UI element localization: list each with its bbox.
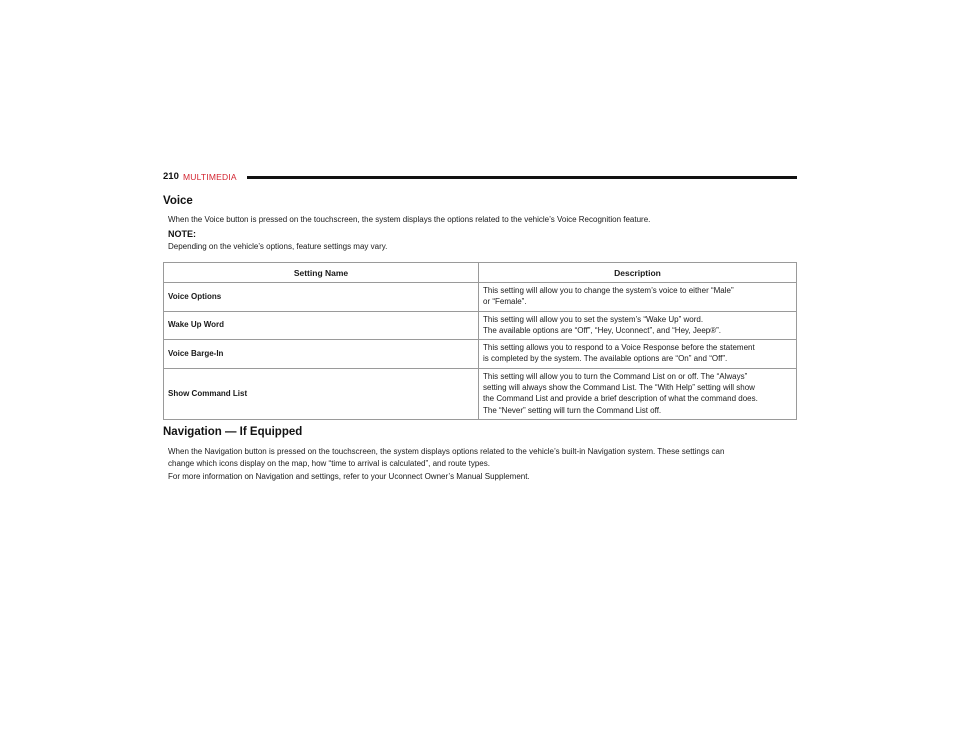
note-text: Depending on the vehicle’s options, feature settings may vary. — [168, 242, 388, 251]
setting-description — [479, 283, 797, 312]
table-header-row — [164, 263, 797, 283]
setting-name: Voice Options — [164, 283, 479, 312]
navigation-intro — [168, 446, 724, 469]
description-line: This setting allows you to respond to a Voice Response before the statement — [483, 343, 755, 353]
setting-description — [479, 340, 797, 369]
voice-settings-table — [163, 262, 797, 420]
description-line: setting will always show the Command List. The “With Help” setting will show — [483, 383, 755, 393]
setting-description — [479, 311, 797, 340]
voice-intro: When the Voice button is pressed on the touchscreen, the system displays the options related to the vehicle’s Voice Recognition feature. — [168, 215, 651, 224]
description-line: The available options are “Off”, “Hey, Uconnect”, and “Hey, Jeep®”. — [483, 325, 721, 335]
header-rule — [247, 176, 797, 179]
table-row — [164, 311, 797, 340]
page-header — [163, 171, 797, 187]
paragraph-line: change which icons display on the map, how “time to arrival is calculated”, and route types. — [168, 458, 490, 468]
description-line: or “Female”. — [483, 297, 527, 307]
table-row — [164, 340, 797, 369]
section-title: MULTIMEDIA — [183, 171, 237, 182]
setting-description — [479, 368, 797, 419]
col-header-setting-name: Setting Name — [164, 263, 479, 283]
col-header-description: Description — [479, 263, 797, 283]
description-line: This setting will allow you to turn the Command List on or off. The “Always” — [483, 371, 748, 381]
table-row — [164, 368, 797, 419]
page-number: 210 — [163, 171, 179, 182]
navigation-heading: Navigation — If Equipped — [163, 426, 303, 438]
description-line: is completed by the system. The available options are “On” and “Off”. — [483, 354, 728, 364]
description-line: the Command List and provide a brief description of what the command does. — [483, 394, 758, 404]
table-row — [164, 283, 797, 312]
setting-name: Voice Barge-In — [164, 340, 479, 369]
setting-name: Wake Up Word — [164, 311, 479, 340]
description-line: This setting will allow you to change the system’s voice to either “Male” — [483, 286, 734, 295]
note-label: NOTE: — [168, 229, 196, 239]
voice-heading: Voice — [163, 195, 193, 207]
navigation-reference: For more information on Navigation and settings, refer to your Uconnect Owner’s Manual Supplement. — [168, 472, 530, 481]
description-line: This setting will allow you to set the system’s “Wake Up” word. — [483, 314, 704, 324]
paragraph-line: When the Navigation button is pressed on the touchscreen, the system displays options related to the vehicle’s built-in Navigation system. These settings can — [168, 447, 725, 456]
description-line: The “Never” setting will turn the Command List off. — [483, 405, 662, 415]
setting-name: Show Command List — [164, 368, 479, 419]
